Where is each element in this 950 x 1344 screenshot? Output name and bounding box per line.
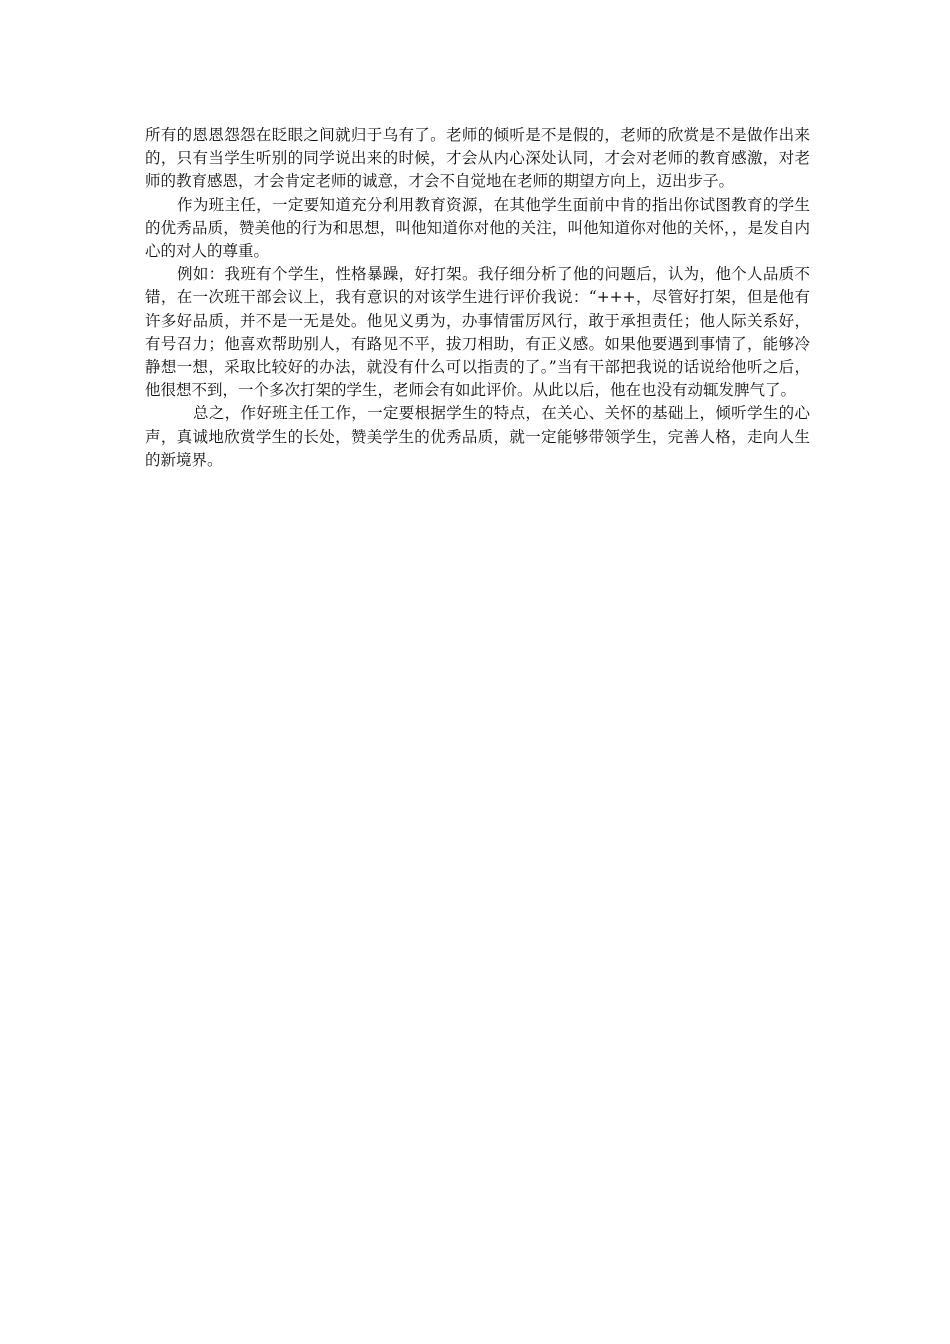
paragraph-2: 作为班主任，一定要知道充分利用教育资源，在其他学生面前中肯的指出你试图教育的学生的优秀品质，赞美他的行为和思想，叫他知道你对他的关注，叫他知道你对他的关怀，，是发自内心的对人的尊重。: [145, 195, 810, 261]
paragraph-3: 例如：我班有个学生，性格暴躁，好打架。我仔细分析了他的问题后，认为，他个人品质不错，在一次班干部会议上，我有意识的对该学生进行评价我说：“+++，尽管好打架，但是他有许多好品质，并不是一无是处。他见义勇为，办事情雷厉风行，敢于承担责任；他人际关系好，有号召力；他喜欢帮助别人，有路见不平，拔刀相助，有正义感。如果他要遇到事情了，能够冷静想一想，采取比较好的办法，就没有什么可以指责的了。”当有干部把我说的话说给他听之后，他很想不到，一个多次打架的学生，老师会有如此评价。从此以后，他在也没有动辄发脾气了。: [145, 265, 810, 400]
paragraph-1: 所有的恩恩怨怨在眨眼之间就归于乌有了。老师的倾听是不是假的，老师的欣赏是不是做作出来的，只有当学生听别的同学说出来的时候，才会从内心深处认同，才会对老师的教育感激，对老师的教育感恩，才会肯定老师的诚意，才会不自觉地在老师的期望方向上，迈出步子。: [145, 126, 810, 191]
document-body: [145, 124, 810, 472]
paragraph-4: 总之，作好班主任工作，一定要根据学生的特点，在关心、关怀的基础上，倾听学生的心声，真诚地欣赏学生的长处，赞美学生的优秀品质，就一定能够带领学生，完善人格，走向人生的新境界。: [145, 404, 810, 469]
